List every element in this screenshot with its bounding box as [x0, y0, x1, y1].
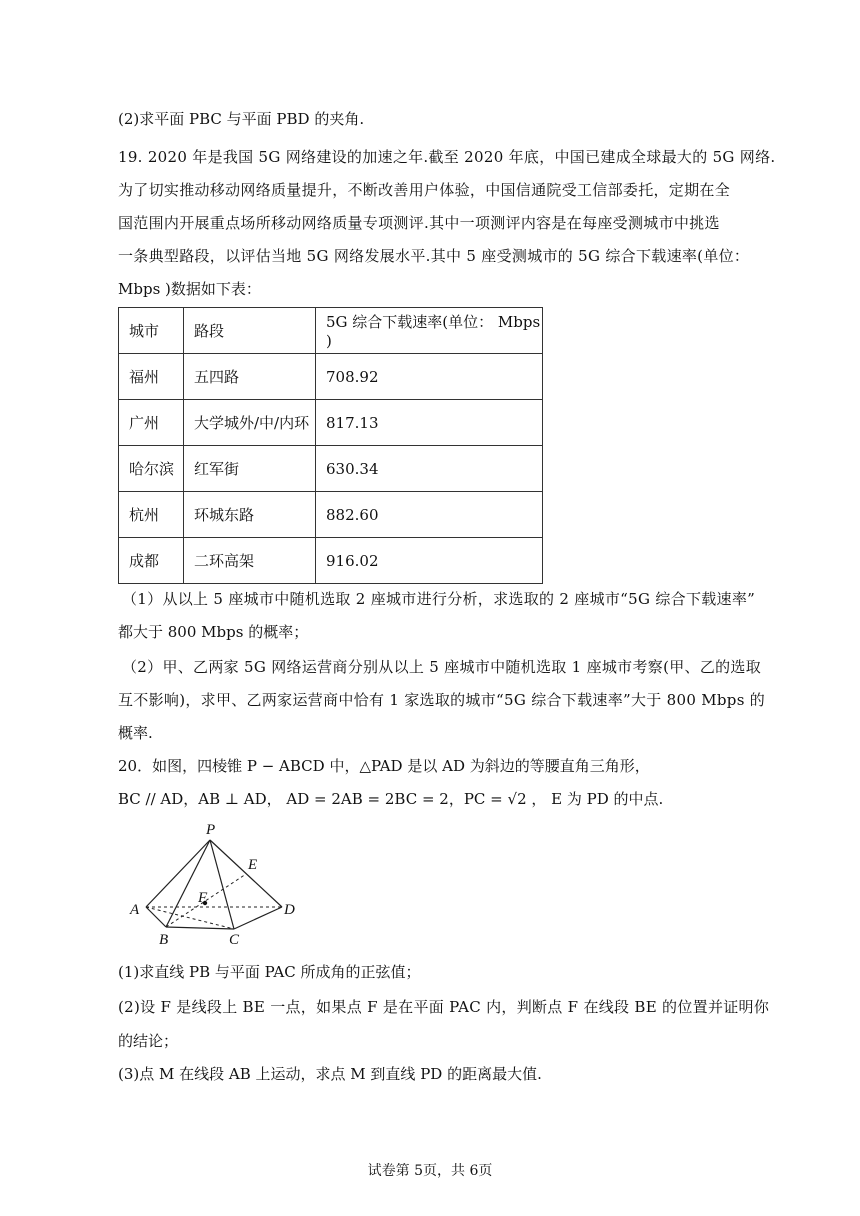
q20-sub3: (3)点 M 在线段 AB 上运动，求点 M 到直线 PD 的距离最大值.	[118, 1065, 542, 1083]
q19-line1: 19. 2020 年是我国 5G 网络建设的加速之年.截至 2020 年底，中国已建成全球最大的 5G 网络.	[118, 148, 776, 166]
table-cell: 广州	[119, 400, 184, 446]
label-B: B	[159, 932, 169, 948]
table-cell: 二环高架	[184, 538, 316, 584]
q20-line2: BC // AD，AB ⊥ AD， AD = 2AB = 2BC = 2，PC = √2 ， E 为 PD 的中点.	[118, 790, 664, 808]
q20-sub2-line2: 的结论；	[118, 1032, 179, 1050]
header-road: 路段	[184, 308, 316, 354]
q19-sub2-line3: 概率.	[118, 724, 153, 742]
table-cell: 五四路	[184, 354, 316, 400]
q19-sub1-line2: 都大于 800 Mbps 的概率；	[118, 623, 309, 641]
q19-sub2-line1: （2）甲、乙两家 5G 网络运营商分别从以上 5 座城市中随机选取 1 座城市考察(甲、乙的选取	[122, 658, 762, 676]
table-row	[119, 446, 543, 492]
download-rate-table	[118, 307, 543, 584]
q19-line4: 一条典型路段，以评估当地 5G 网络发展水平.其中 5 座受测城市的 5G 综合下载速率(单位：	[118, 247, 750, 265]
table-cell: 杭州	[119, 492, 184, 538]
table-cell: 882.60	[316, 492, 543, 538]
label-C: C	[229, 932, 240, 948]
label-E: E	[248, 857, 258, 873]
q19-line3: 国范围内开展重点场所移动网络质量专项测评.其中一项测评内容是在每座受测城市中挑选	[118, 214, 720, 232]
q18-part2: (2)求平面 PBC 与平面 PBD 的夹角.	[118, 110, 365, 128]
table-row	[119, 538, 543, 584]
table-cell: 成都	[119, 538, 184, 584]
table-cell: 916.02	[316, 538, 543, 584]
label-D: D	[284, 902, 295, 918]
label-P: P	[206, 822, 216, 838]
label-F: F	[198, 890, 208, 906]
pyramid-figure	[126, 822, 306, 950]
table-cell: 630.34	[316, 446, 543, 492]
table-row	[119, 492, 543, 538]
table-header-row	[119, 308, 543, 354]
q19-sub1-line1: （1）从以上 5 座城市中随机选取 2 座城市进行分析，求选取的 2 座城市“5G 综合下载速率”	[122, 590, 756, 608]
table-row	[119, 400, 543, 446]
q20-line1: 20．如图，四棱锥 P − ABCD 中，△PAD 是以 AD 为斜边的等腰直角三角形，	[118, 757, 650, 775]
q19-line5: Mbps )数据如下表：	[118, 280, 261, 298]
q19-sub2-line2: 互不影响)，求甲、乙两家运营商中恰有 1 家选取的城市“5G 综合下载速率”大于 800 Mbps 的	[118, 691, 766, 709]
q20-sub1: (1)求直线 PB 与平面 PAC 所成角的正弦值；	[118, 963, 421, 981]
page-footer: 试卷第 5页，共 6页	[367, 1163, 493, 1179]
q20-sub2-line1: (2)设 F 是线段上 BE 一点，如果点 F 是在平面 PAC 内，判断点 F 在线段 BE 的位置并证明你	[118, 998, 770, 1016]
header-rate: 5G 综合下载速率(单位： Mbps )	[316, 308, 543, 354]
table-cell: 红军街	[184, 446, 316, 492]
header-city: 城市	[119, 308, 184, 354]
table-cell: 哈尔滨	[119, 446, 184, 492]
table-cell: 708.92	[316, 354, 543, 400]
table-cell: 环城东路	[184, 492, 316, 538]
label-A: A	[130, 902, 140, 918]
q19-line2: 为了切实推动移动网络质量提升，不断改善用户体验，中国信通院受工信部委托，定期在全	[118, 181, 731, 199]
table-cell: 福州	[119, 354, 184, 400]
table-cell: 大学城外/中/内环	[184, 400, 316, 446]
table-row	[119, 354, 543, 400]
table-cell: 817.13	[316, 400, 543, 446]
